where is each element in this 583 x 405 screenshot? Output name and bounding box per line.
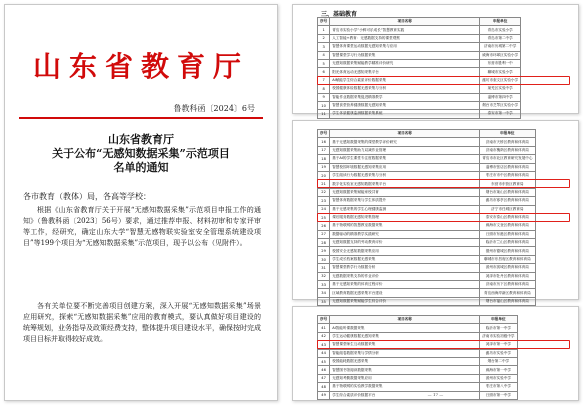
- project-name: 阳光体育运动无感知采集平台: [330, 68, 480, 76]
- masthead: 山东省教育厅: [32, 50, 249, 83]
- project-name: 青岛市实验小学“小鲜可乐成长”智慧教育实践: [330, 26, 480, 34]
- project-name: 智慧体育数据采集与学生体质提升: [330, 197, 480, 205]
- applicant-unit: 青岛市实验小学: [480, 26, 521, 34]
- table-row: [318, 341, 518, 349]
- table-row: [318, 383, 518, 391]
- row-number: 47: [318, 374, 330, 382]
- table-row: [318, 51, 521, 59]
- row-number: 1: [318, 26, 330, 34]
- body-paragraph: 各有关单位要不断完善项目创建方案，深入开展“无感知数据采集”场景应用研究，探索“无感知数据采集”应用的教育模式，要认真做好项目建设的统筹规划，业务指导及政策经费支持，整体提升项目建设水平，确保按时完成项目目标并取得较好成效。: [23, 302, 261, 343]
- row-number: 41: [318, 324, 330, 332]
- project-name: 无感知数据支持的劳动教育评价: [330, 239, 480, 247]
- row-number: 42: [318, 332, 330, 340]
- table-row: [318, 239, 536, 247]
- applicant-unit: 临沂市第一中学: [480, 324, 517, 332]
- applicant-unit: 莱芜区实验中学: [480, 85, 521, 93]
- table-row: [318, 272, 536, 280]
- notice-title: [5, 133, 277, 175]
- table-row: [318, 163, 536, 171]
- applicant-unit: 淄博市第四中学: [480, 93, 521, 101]
- project-name: 智慧课堂学习行为数据采集: [330, 51, 480, 59]
- table-row: [318, 93, 521, 101]
- project-name: 智能作业数据采集促进精准教学: [330, 93, 480, 101]
- row-number: 2: [318, 34, 330, 42]
- row-number: 27: [318, 230, 330, 238]
- row-number: 35: [318, 297, 330, 305]
- project-name: 区域教育数据无感采集平台建设: [330, 289, 480, 297]
- red-divider: [19, 117, 263, 119]
- table-row: [318, 110, 521, 118]
- project-name: 智能阅卷数据采集与学情分析: [330, 349, 480, 357]
- project-name: 无感知考勤数据采集应用: [330, 374, 480, 382]
- table-row: [318, 213, 536, 221]
- project-name: 人工智能+教育：无感数据支持的课堂观察: [330, 34, 480, 42]
- project-name: 智慧课堂师生互动数据采集: [330, 341, 480, 349]
- notice-document: [4, 4, 278, 401]
- applicant-unit: 济南市槐荫区教育和体育局: [480, 146, 535, 154]
- table-row: [318, 281, 536, 289]
- project-name: 智慧课堂教学行为数据分析: [330, 264, 480, 272]
- project-name: 基于物联网的智慧教室数据采集: [330, 222, 480, 230]
- project-table: [317, 17, 521, 119]
- section-heading: 三、基础教育: [321, 11, 358, 18]
- table-row: [318, 247, 536, 255]
- project-name: 基于无感采集的学生心理健康监测: [330, 205, 480, 213]
- applicant-unit: 菏泽市牡丹区教育和体育局: [480, 272, 535, 280]
- project-name: 智慧图书馆阅读数据采集: [330, 366, 480, 374]
- attachment-page-2: [292, 120, 579, 304]
- row-number: 46: [318, 366, 330, 374]
- applicant-unit: 济南市历下区教育和体育局: [480, 281, 535, 289]
- row-number: 5: [318, 59, 330, 67]
- project-name: 学生阅读行为数据无感采集与分析: [330, 171, 480, 179]
- project-name: 无感知数据采集赋能学生综合评价: [330, 297, 480, 305]
- project-name: 学生综合素质评价数据平台: [330, 391, 480, 399]
- column-header: 序号: [318, 18, 330, 26]
- project-name: 无感数据采集支持的作业评价: [330, 272, 480, 280]
- applicant-unit: 威海市环翠区实验小学: [480, 51, 521, 59]
- title-line: 关于公布“无感知数据采集”示范项目: [52, 147, 230, 160]
- row-number: 28: [318, 239, 330, 247]
- column-header: 项目名称: [330, 18, 480, 26]
- table-row: [318, 374, 518, 382]
- row-number: 33: [318, 281, 330, 289]
- addressee: 各市教育（教体）局，各高等学校：: [23, 192, 151, 201]
- project-name: 智慧体育课堂运动数据无感知采集与应用: [330, 43, 480, 51]
- table-row: [318, 138, 536, 146]
- applicant-unit: 泰安市第一中学: [480, 110, 521, 118]
- applicant-unit: 潍坊市实验中学: [480, 349, 517, 357]
- column-header: 序号: [318, 130, 330, 138]
- table-row: [318, 297, 536, 305]
- row-number: 48: [318, 383, 330, 391]
- column-header: 申报单位: [480, 130, 535, 138]
- row-number: 8: [318, 85, 330, 93]
- table-row: [318, 222, 536, 230]
- row-number: 26: [318, 222, 330, 230]
- project-name: 校园能耗数据无感采集: [330, 357, 480, 365]
- row-number: 29: [318, 247, 330, 255]
- applicant-unit: 烟台市福山区教育和体育局: [480, 297, 535, 305]
- applicant-unit: 威海市文登区教育和体育局: [480, 222, 535, 230]
- project-name: 无感知数据采集赋能教学精准评价研究: [330, 59, 480, 67]
- project-name: 智慧校园环境数据无感知采集应用: [330, 163, 480, 171]
- project-name: 无感知数据采集助力双减作业管理: [330, 146, 480, 154]
- table-row: [318, 155, 536, 163]
- column-header: 序号: [318, 316, 330, 324]
- applicant-unit: 东营市东营区教育局: [480, 180, 535, 188]
- applicant-unit: 滨州市实验中学: [480, 374, 517, 382]
- applicant-unit: 枣庄市市中区教育和体育局: [480, 171, 535, 179]
- applicant-unit: 潍坊市奎文区实验小学: [480, 76, 521, 84]
- column-header: 项目名称: [330, 316, 480, 324]
- project-name: 学生运动健康数据无感知采集: [330, 332, 480, 340]
- table-row: [318, 324, 518, 332]
- applicant-unit: 青岛市市北区教育研究发展中心: [480, 155, 535, 163]
- table-row: [318, 59, 521, 67]
- table-row: [318, 205, 536, 213]
- row-number: 21: [318, 180, 330, 188]
- project-table: [317, 129, 536, 306]
- row-number: 22: [318, 188, 330, 196]
- project-name: 数字化实验室无感知数据采集平台: [330, 180, 480, 188]
- table-row: [318, 171, 536, 179]
- column-header: 申报单位: [480, 316, 517, 324]
- applicant-unit: 潍坊市寒亭区教育和体育局: [480, 197, 535, 205]
- attachment-page-1: [292, 4, 579, 114]
- row-number: 49: [318, 391, 330, 399]
- row-number: 32: [318, 272, 330, 280]
- table-row: [318, 146, 536, 154]
- applicant-unit: 威海市第一中学: [480, 366, 517, 374]
- applicant-unit: 聊城市东昌府区教育和体育局: [480, 255, 535, 263]
- row-number: 30: [318, 255, 330, 263]
- table-row: [318, 366, 518, 374]
- applicant-unit: 滨州市滨城区教育和体育局: [480, 264, 535, 272]
- project-name: AI智能听课数据采集: [330, 324, 480, 332]
- applicant-unit: 日照市第一中学: [480, 391, 517, 399]
- column-header: 申报单位: [480, 18, 521, 26]
- table-row: [318, 43, 521, 51]
- table-row: [318, 197, 536, 205]
- table-row: [318, 34, 521, 42]
- applicant-unit: 青岛西海岸新区教育和体育局: [480, 289, 535, 297]
- applicant-unit: 青岛市第二中学: [480, 34, 521, 42]
- applicant-unit: 德州市德城区教育和体育局: [480, 247, 535, 255]
- project-name: 基于无感知采集的体育过程评价: [330, 281, 480, 289]
- table-row: [318, 264, 536, 272]
- project-name: 基于无感知数据采集的课堂教学评价研究: [330, 138, 480, 146]
- project-name: 智慧食堂营养健康数据无感知采集: [330, 101, 480, 109]
- row-number: 3: [318, 43, 330, 51]
- table-row: [318, 180, 536, 188]
- project-name: 学生体质健康监测数据采集系统: [330, 110, 480, 118]
- project-table: [317, 315, 518, 400]
- project-name: 学生成长档案数据无感采集: [330, 255, 480, 263]
- row-number: 20: [318, 171, 330, 179]
- column-header: 项目名称: [330, 130, 480, 138]
- row-number: 4: [318, 51, 330, 59]
- row-number: 31: [318, 264, 330, 272]
- applicant-unit: 济南市历城第二中学: [480, 43, 521, 51]
- table-row: [318, 349, 518, 357]
- row-number: 17: [318, 146, 330, 154]
- page-number: — 17 —: [427, 392, 444, 397]
- title-line: 山东省教育厅: [108, 133, 174, 146]
- row-number: 43: [318, 341, 330, 349]
- row-number: 19: [318, 163, 330, 171]
- table-row: [318, 255, 536, 263]
- row-number: 24: [318, 205, 330, 213]
- row-number: 34: [318, 289, 330, 297]
- applicant-unit: 济南市天桥区教育和体育局: [480, 138, 535, 146]
- table-row: [318, 101, 521, 109]
- applicant-unit: 淄博市张店区教育和体育局: [480, 163, 535, 171]
- project-name: 基于物联网的实验教学数据采集: [330, 383, 480, 391]
- applicant-unit: 聊城市实验小学: [480, 68, 521, 76]
- applicant-unit: 泰安市泰山区教育和体育局: [480, 213, 535, 221]
- applicant-unit: 菏泽市第一中学: [480, 341, 517, 349]
- applicant-unit: 烟台第二中学: [480, 357, 517, 365]
- row-number: 9: [318, 93, 330, 101]
- row-number: 44: [318, 349, 330, 357]
- table-row: [318, 289, 536, 297]
- table-row: [318, 230, 536, 238]
- row-number: 11: [318, 110, 330, 118]
- project-name: 无感知数据采集赋能家校共育: [330, 188, 480, 196]
- title-line: 名单的通知: [113, 161, 169, 174]
- project-name: 校园安全无感知数据采集应用: [330, 247, 480, 255]
- applicant-unit: 济宁市任城区教育局: [480, 205, 535, 213]
- applicant-unit: 济南市实验初级中学: [480, 332, 517, 340]
- applicant-unit: 临沂市兰山区教育和体育局: [480, 239, 535, 247]
- row-number: 7: [318, 76, 330, 84]
- row-number: 18: [318, 155, 330, 163]
- project-name: AI赋能学生综合素质评价数据采集: [330, 76, 480, 84]
- table-row: [318, 85, 521, 93]
- row-number: 6: [318, 68, 330, 76]
- row-number: 10: [318, 101, 330, 109]
- row-number: 16: [318, 138, 330, 146]
- row-number: 45: [318, 357, 330, 365]
- project-name: 基于AI的学生课堂专注度数据采集: [330, 155, 480, 163]
- table-row: [318, 68, 521, 76]
- project-name: 课后服务数据无感知采集管理: [330, 213, 480, 221]
- row-number: 23: [318, 197, 330, 205]
- applicant-unit: 烟台市莱山区教育和体育局: [480, 188, 535, 196]
- body-paragraph: 根据《山东省教育厅关于开展“无感知数据采集”示范项目申报工作的通知》（鲁教科函〔2023〕56号）要求，通过推荐申报、材料初审和专家评审等工作，经研究，确定山东大学“智慧无感物联实验室安全管理系统建设项目”等199个项目为“无感知数据采集”示范项目，现予以公布（见附件）。: [23, 206, 261, 247]
- project-name: 校园健康体检数据无感采集与分析: [330, 85, 480, 93]
- applicant-unit: 烟台市芝罘区实验小学: [480, 101, 521, 109]
- attachment-page-3: [292, 306, 579, 401]
- applicant-unit: 枣庄市第八中学: [480, 383, 517, 391]
- table-row: [318, 188, 536, 196]
- table-row: [318, 357, 518, 365]
- table-row: [318, 26, 521, 34]
- row-number: 25: [318, 213, 330, 221]
- applicant-unit: 东营市胜利一中: [480, 59, 521, 67]
- table-row: [318, 76, 521, 84]
- table-row: [318, 332, 518, 340]
- applicant-unit: 日照市东港区教育和体育局: [480, 230, 535, 238]
- document-number: 鲁教科函〔2024〕6号: [173, 104, 255, 113]
- project-name: 数据驱动的精准教学实践研究: [330, 230, 480, 238]
